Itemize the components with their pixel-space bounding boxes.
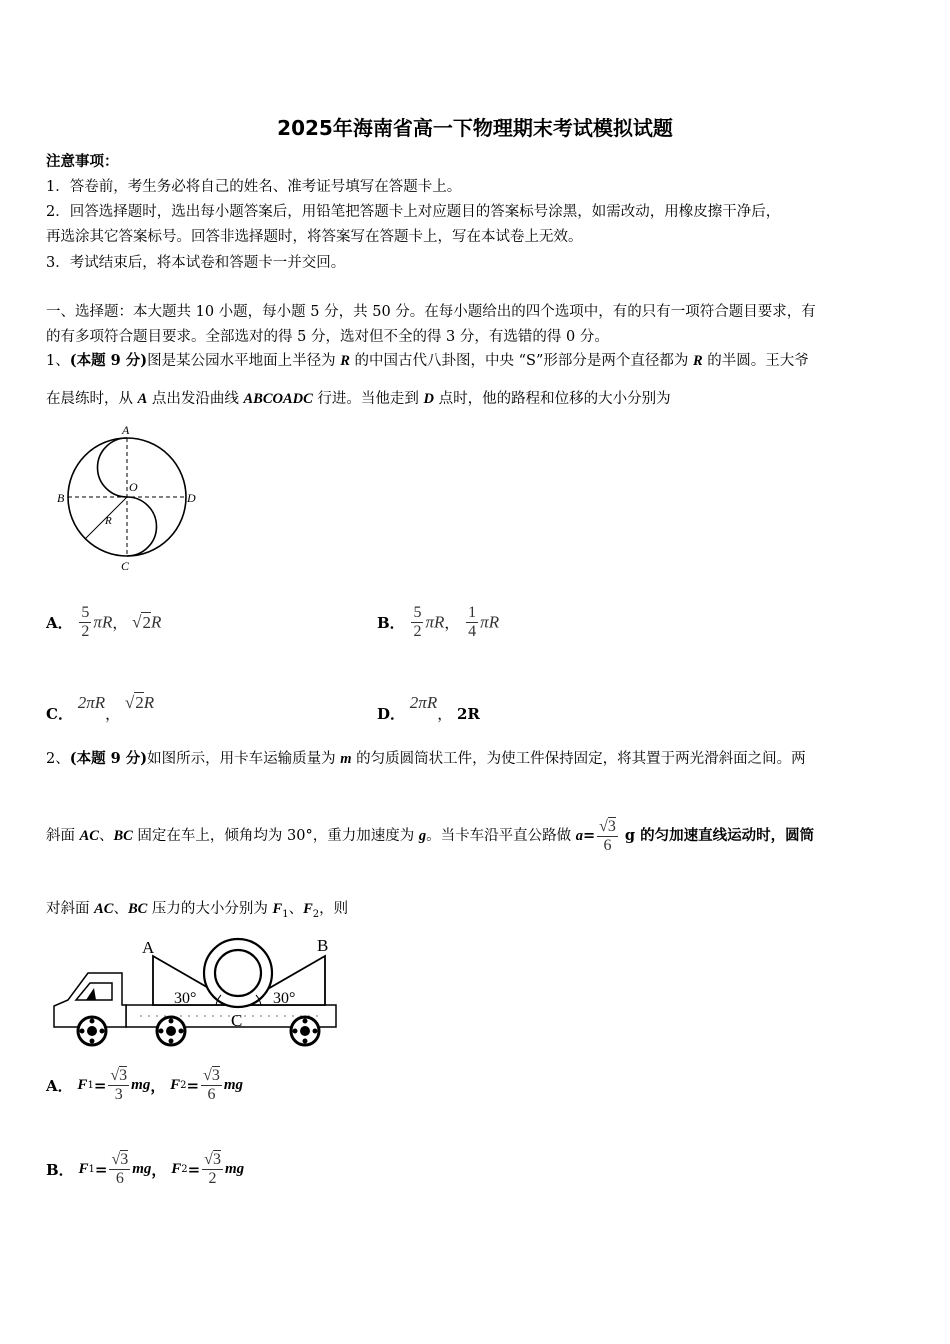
numerator: 5 <box>81 604 90 621</box>
q2-m: m <box>340 751 352 767</box>
value: 2R <box>457 705 480 723</box>
q2-AC: AC <box>94 901 114 917</box>
denominator: 6 <box>597 836 618 855</box>
q2-text: 的匀质圆筒状工件，为使工件保持固定，将其置于两光滑斜面之间。两 <box>351 751 806 767</box>
mg: mg <box>224 1161 245 1177</box>
q2-text: ，则 <box>319 901 349 917</box>
subscript: 1 <box>88 1164 95 1175</box>
F2-symbol: F <box>171 1161 182 1177</box>
mg: mg <box>131 1077 151 1093</box>
section-intro-1: 一、选择题：本大题共 10 小题，每小题 5 分，共 50 分。在每小题给出的四个选项中，有的只有一项符合题目要求，有 <box>46 304 816 320</box>
radicand: 3 <box>119 1067 128 1084</box>
label-B: B <box>57 491 65 505</box>
q2-a: a <box>575 828 583 844</box>
option-label: D． <box>377 705 406 723</box>
q1-score: (本题 9 分) <box>69 352 148 369</box>
q2-text: 斜面 <box>46 828 80 844</box>
fraction <box>202 1151 223 1188</box>
bagua-diagram <box>50 420 210 580</box>
q2-option-B[interactable] <box>46 1151 244 1188</box>
notice-item-1: 1．答卷前，考生务必将自己的姓名、准考证号填写在答题卡上。 <box>46 179 462 195</box>
q2-stem-line3 <box>46 899 348 925</box>
option-label: B． <box>46 1161 74 1179</box>
label-A: A <box>142 938 155 957</box>
q2-text: 。当卡车沿平直公路做 <box>426 828 576 844</box>
value: 2πR <box>77 693 106 712</box>
rear-wheel <box>291 1017 319 1045</box>
q1-point-D: D <box>423 391 435 407</box>
q2-BC: BC <box>113 828 133 844</box>
q2-text: 对斜面 <box>46 901 95 917</box>
denominator: 2 <box>81 623 90 640</box>
q2-text: 如图所示，用卡车运输质量为 <box>147 751 341 767</box>
q2-text: 固定在车上，倾角均为 30°，重力加速度为 <box>132 828 419 844</box>
F2-symbol: F <box>170 1077 181 1093</box>
label-B: B <box>317 936 329 955</box>
label-A: A <box>122 423 130 437</box>
denominator: 3 <box>108 1085 129 1104</box>
numerator: √3 <box>599 817 616 835</box>
q1-number: 1、 <box>46 353 70 369</box>
sqrt-expression: √2R <box>124 693 155 712</box>
angle-label-right: 30° <box>273 990 296 1007</box>
denominator: 6 <box>201 1085 222 1104</box>
option-label: A． <box>46 1077 73 1095</box>
q2-text: 、 <box>113 901 128 917</box>
pi-R: πR <box>480 612 500 632</box>
mg: mg <box>223 1077 244 1093</box>
angle-label-left: 30° <box>174 990 197 1007</box>
fraction <box>597 818 618 855</box>
separator: ， <box>105 705 121 723</box>
fraction <box>108 1067 129 1104</box>
q2-text: 压力的大小分别为 <box>147 901 273 917</box>
q2-F1: F <box>272 901 283 917</box>
radicand: 3 <box>211 1067 220 1084</box>
q2-text: g 的匀加速直线运动时，圆筒 <box>619 827 815 844</box>
radicand: 3 <box>607 817 616 835</box>
radicand: 2 <box>142 612 151 632</box>
q2-option-A[interactable] <box>46 1067 243 1104</box>
q2-BC: BC <box>127 901 148 917</box>
q2-AC: AC <box>79 828 99 844</box>
F1-symbol: F <box>77 1077 88 1093</box>
subscript: 1 <box>87 1080 94 1091</box>
pi-R: πR <box>93 612 113 632</box>
equals: = <box>187 1160 201 1179</box>
q1-text: 的中国古代八卦图，中央 “S”形部分是两个直径都为 <box>349 353 694 369</box>
label-O: O <box>129 480 138 494</box>
subscript: 2 <box>312 908 320 920</box>
option-label: A． <box>46 614 73 632</box>
q1-option-A[interactable] <box>46 604 161 641</box>
subscript: 1 <box>282 908 289 920</box>
radicand: 3 <box>120 1151 129 1168</box>
fraction <box>109 1151 130 1188</box>
q1-text: 在晨练时，从 <box>46 391 138 407</box>
section-intro-2: 的有多项符合题目要求。全部选对的得 5 分，选对但不全的得 3 分，有选错的得 0 分。 <box>46 329 609 345</box>
q2-score: (本题 9 分) <box>69 750 148 767</box>
equals: = <box>93 1076 107 1095</box>
q2-text: 、 <box>288 901 304 917</box>
subscript: 2 <box>180 1080 187 1091</box>
numerator: 1 <box>468 604 477 621</box>
label-D: D <box>187 491 196 505</box>
numerator: √3 <box>110 1067 128 1084</box>
fraction <box>79 604 91 641</box>
front-wheel <box>78 1017 106 1045</box>
notice-item-3: 3．考试结束后，将本试卷和答题卡一并交回。 <box>46 255 346 271</box>
R-symbol: R <box>150 612 162 632</box>
fraction <box>201 1067 222 1104</box>
label-C: C <box>231 1011 243 1030</box>
equals: = <box>94 1160 108 1179</box>
option-label: B． <box>377 614 405 632</box>
q1-text: 的半圆。王大爷 <box>702 353 809 369</box>
q1-point-A: A <box>137 391 148 407</box>
q2-g: g <box>418 828 427 844</box>
mg: mg <box>132 1161 152 1177</box>
separator: ， <box>437 705 453 723</box>
q2-F2: F <box>303 901 313 917</box>
q1-text: 行进。当他走到 <box>312 391 424 407</box>
q2-stem-line1 <box>46 749 806 769</box>
cylinder-inner <box>215 950 261 996</box>
value: 2πR <box>409 693 438 712</box>
denominator: 2 <box>413 623 422 640</box>
equals: = <box>582 827 596 844</box>
q2-number: 2、 <box>46 751 70 767</box>
radicand: 2 <box>135 693 144 712</box>
F1-symbol: F <box>78 1161 89 1177</box>
denominator: 4 <box>468 623 477 640</box>
q1-text: 点出发沿曲线 <box>147 391 244 407</box>
label-R: R <box>105 515 112 527</box>
radicand: 3 <box>212 1151 221 1168</box>
q1-text: 图是某公园水平地面上半径为 <box>147 353 341 369</box>
notice-heading: 注意事项： <box>46 153 119 170</box>
option-label: C． <box>46 705 73 723</box>
numerator: √3 <box>204 1151 221 1168</box>
q1-text: 点时，他的路程和位移的大小分别为 <box>434 391 671 407</box>
denominator: 6 <box>109 1169 130 1188</box>
separator: ， <box>151 1161 167 1179</box>
subscript: 2 <box>181 1164 188 1175</box>
q2-text: 、 <box>98 828 114 844</box>
R-symbol: R <box>143 693 155 712</box>
q1-option-C[interactable] <box>46 693 154 724</box>
page-title: 2025年海南省高一下物理期末考试模拟试题 <box>277 116 673 140</box>
pi-R: πR <box>425 612 445 632</box>
equals: = <box>186 1076 200 1095</box>
q1-option-D[interactable] <box>377 693 480 724</box>
q1-path: ABCOADC <box>243 391 313 407</box>
middle-wheel <box>157 1017 185 1045</box>
truck-diagram <box>50 928 345 1050</box>
notice-item-2b: 再选涂其它答案标号。回答非选择题时，将答案写在答题卡上，写在本试卷上无效。 <box>46 229 583 245</box>
separator: ， <box>444 614 460 632</box>
q1-stem-line2 <box>46 389 671 409</box>
q1-stem-line1 <box>46 351 809 371</box>
q1-R: R <box>340 353 350 369</box>
sqrt-expression: √2R <box>132 612 162 632</box>
q1-R: R <box>693 353 703 369</box>
q2-stem-line2 <box>46 812 814 860</box>
fraction <box>411 604 423 641</box>
q1-option-B[interactable] <box>377 604 499 641</box>
separator: ， <box>112 614 128 632</box>
notice-item-2a: 2．回答选择题时，选出每小题答案后，用铅笔把答题卡上对应题目的答案标号涂黑，如需改动，用橡皮擦干净后， <box>46 204 781 220</box>
numerator: 5 <box>413 604 422 621</box>
fraction <box>466 604 478 641</box>
denominator: 2 <box>202 1169 223 1188</box>
separator: ， <box>150 1077 166 1095</box>
numerator: √3 <box>111 1151 129 1168</box>
label-C: C <box>121 559 130 573</box>
numerator: √3 <box>203 1067 220 1084</box>
